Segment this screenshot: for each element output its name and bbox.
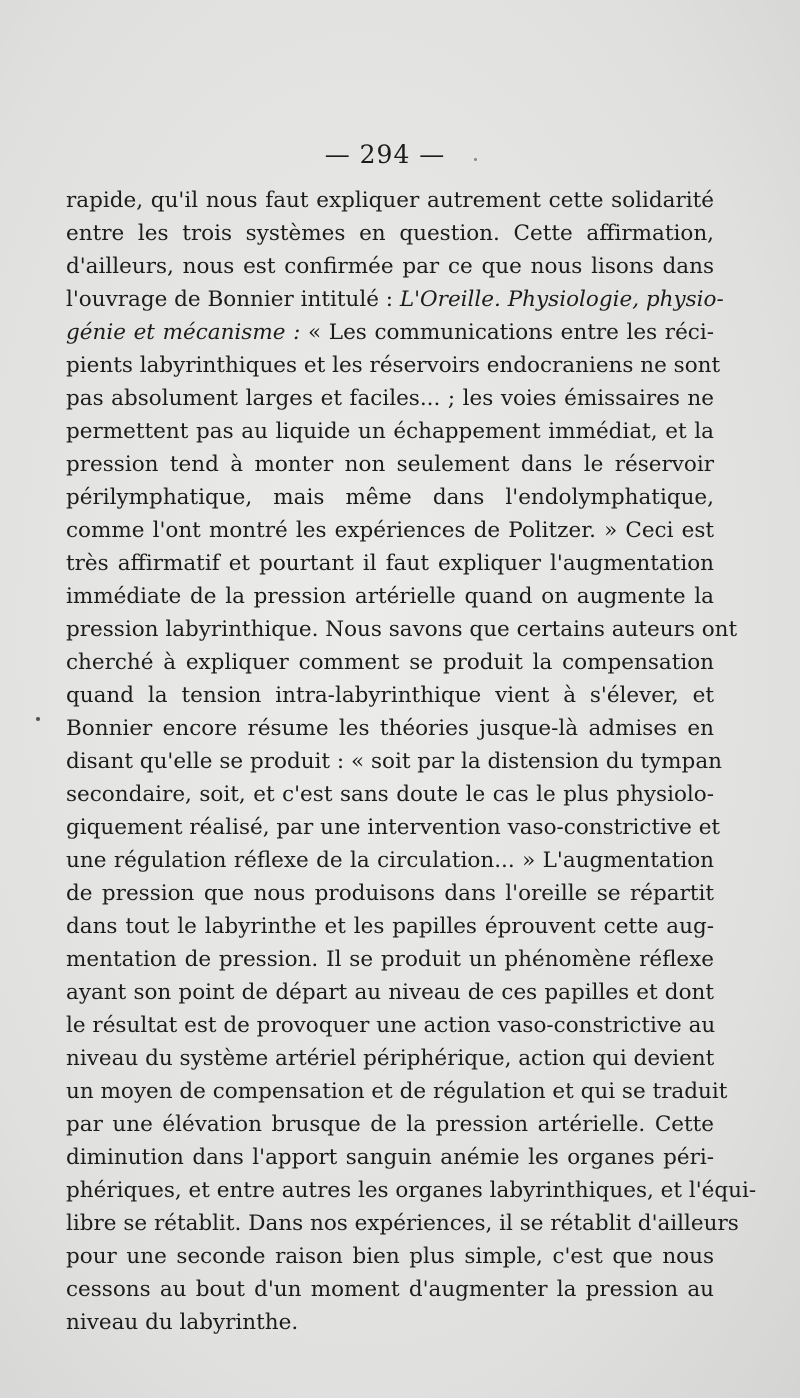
text-line: secondaire, soit, et c'est sans doute le cas le plus physiolo- (66, 782, 714, 807)
text-segment: l'ouvrage de Bonnier intitulé : (66, 287, 400, 312)
text-line: dans tout le labyrinthe et les papilles éprouvent cette aug- (66, 914, 714, 939)
text-line: phériques, et entre autres les organes labyrinthiques, et l'équi- (66, 1178, 757, 1203)
text-line: pas absolument larges et faciles... ; les voies émissaires ne (66, 386, 714, 411)
text-line: permettent pas au liquide un échappement immédiat, et la (66, 419, 714, 444)
text-line: ayant son point de départ au niveau de ces papilles et dont (66, 980, 714, 1005)
text-line: quand la tension intra-labyrinthique vient à s'élever, et (66, 683, 714, 708)
text-line: giquement réalisé, par une intervention vaso-constrictive et (66, 815, 721, 840)
text-line: pression tend à monter non seulement dans le réservoir (66, 452, 714, 477)
text-line: par une élévation brusque de la pression artérielle. Cette (66, 1112, 714, 1137)
text-line: comme l'ont montré les expériences de Politzer. » Ceci est (66, 518, 714, 543)
text-line: pients labyrinthiques et les réservoirs endocraniens ne sont (66, 353, 721, 378)
text-line: cherché à expliquer comment se produit la compensation (66, 650, 714, 675)
text-line: Bonnier encore résume les théories jusque-là admises en (66, 716, 714, 741)
text-line: diminution dans l'apport sanguin anémie les organes péri- (66, 1145, 714, 1170)
text-line: le résultat est de provoquer une action vaso-constrictive au (66, 1013, 716, 1038)
text-line: entre les trois systèmes en question. Cette affirmation, (66, 221, 714, 246)
text-line: disant qu'elle se produit : « soit par la distension du tympan (66, 749, 722, 774)
text-line: périlymphatique, mais même dans l'endolymphatique, (66, 485, 714, 510)
italic-title: génie et mécanisme : (66, 320, 301, 345)
text-line: immédiate de la pression artérielle quand on augmente la (66, 584, 714, 609)
text-line: niveau du système artériel périphérique, action qui devient (66, 1046, 715, 1071)
text-segment: « Les communications entre les réci- (300, 320, 714, 345)
text-line: d'ailleurs, nous est confirmée par ce que nous lisons dans (66, 254, 714, 279)
text-line: une régulation réflexe de la circulation... » L'augmentation (66, 848, 714, 873)
text-line: pour une seconde raison bien plus simple, c'est que nous (66, 1244, 714, 1269)
text-line: pression labyrinthique. Nous savons que certains auteurs ont (66, 617, 738, 642)
body-text (66, 184, 757, 1339)
page-number: — 294 — (324, 140, 446, 169)
ink-speck (36, 717, 40, 721)
text-line: très affirmatif et pourtant il faut expliquer l'augmentation (66, 551, 714, 576)
text-line: cessons au bout d'un moment d'augmenter la pression au (66, 1277, 714, 1302)
text-line: mentation de pression. Il se produit un phénomène réflexe (66, 947, 714, 972)
text-line: niveau du labyrinthe. (66, 1310, 299, 1335)
text-line: libre se rétablit. Dans nos expériences, il se rétablit d'ailleurs (66, 1211, 739, 1236)
text-line (66, 283, 724, 316)
italic-title: L'Oreille. Physiologie, physio- (399, 287, 724, 312)
text-line: de pression que nous produisons dans l'oreille se répartit (66, 881, 714, 906)
text-line: rapide, qu'il nous faut expliquer autrement cette solidarité (66, 188, 714, 213)
text-line: un moyen de compensation et de régulation et qui se traduit (66, 1079, 728, 1104)
ink-speck (474, 158, 477, 161)
text-line (66, 316, 714, 349)
